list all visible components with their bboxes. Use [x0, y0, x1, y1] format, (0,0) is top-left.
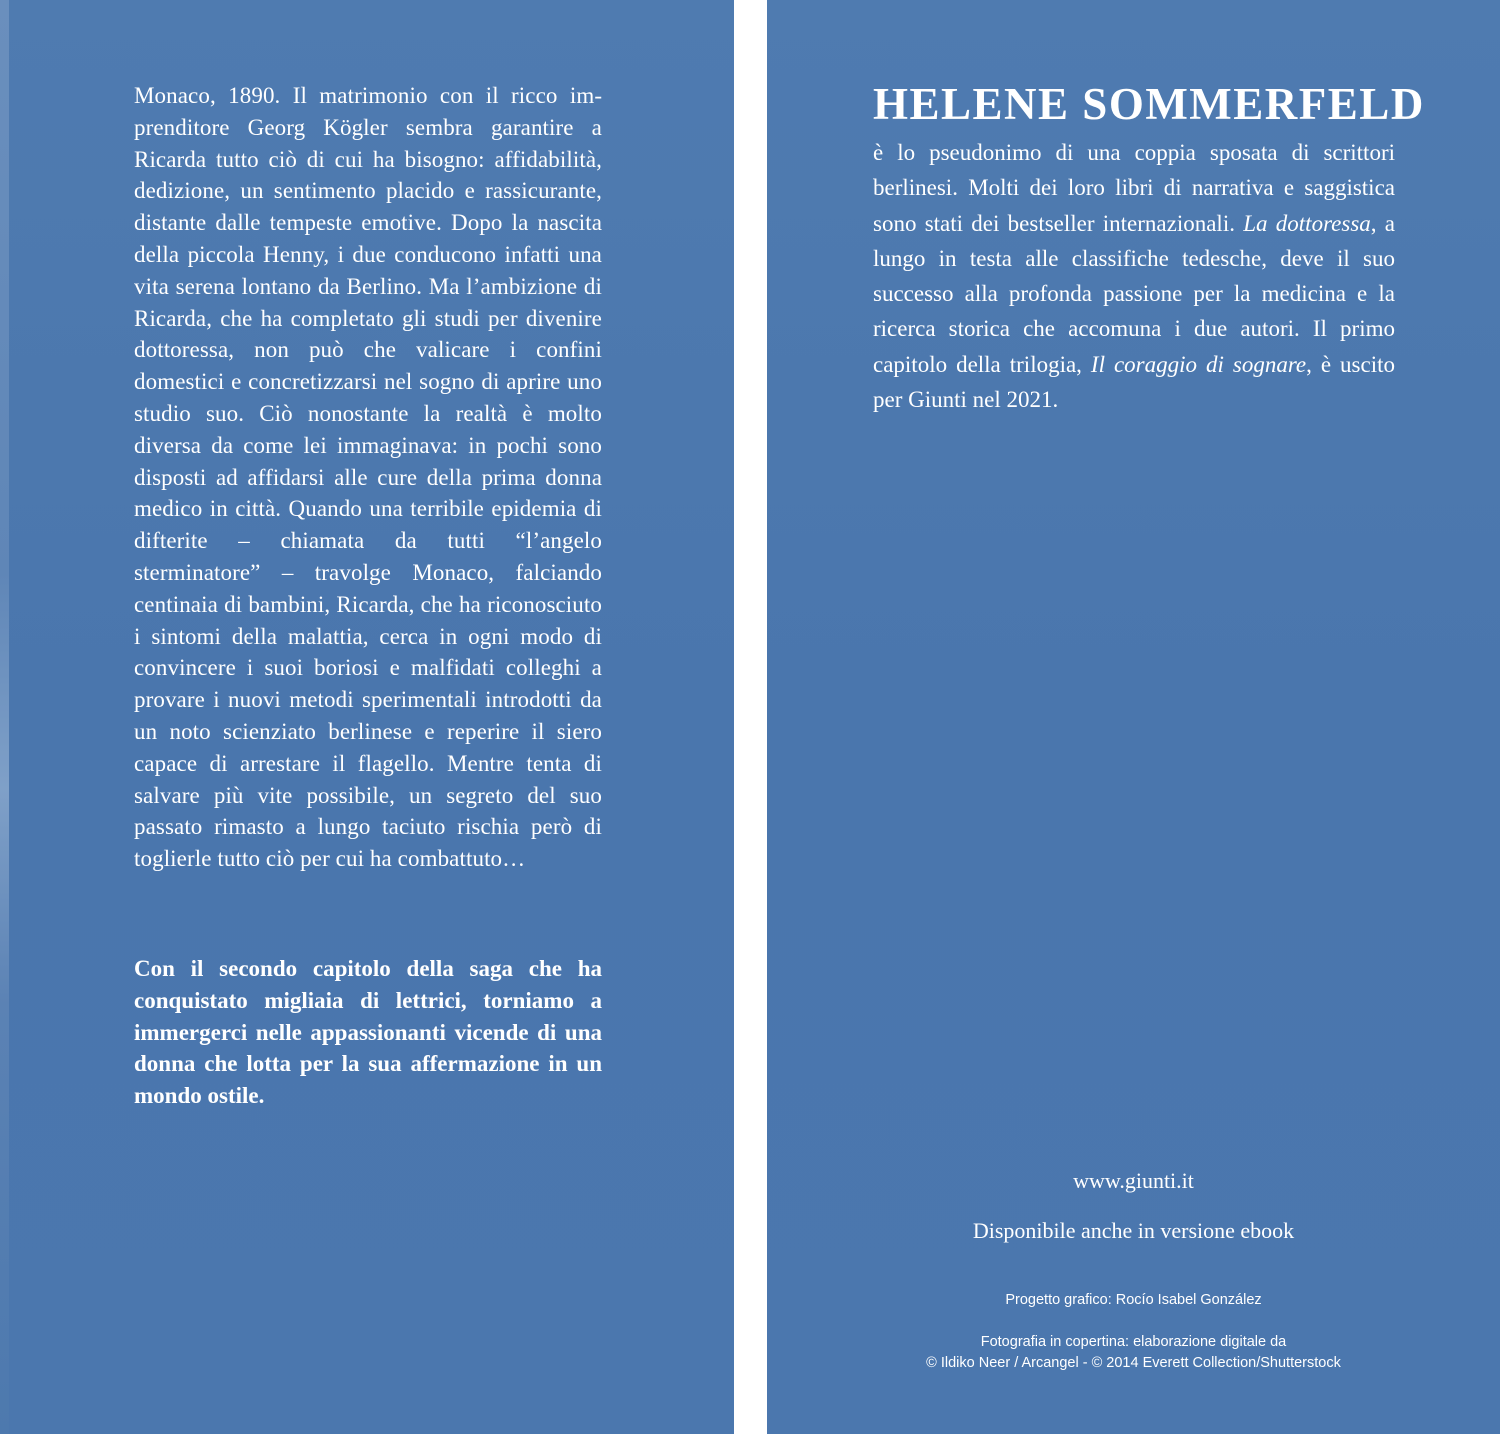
cover-edge-strip — [0, 0, 9, 1434]
book-title-la-dottoressa: La dottoressa — [1243, 210, 1371, 236]
back-flap — [0, 0, 734, 1434]
author-bio — [873, 135, 1395, 417]
bio-text-2: , a lungo in testa alle classifiche tedesche, deve il suo successo alla profonda passione per la medicina e la ricerca storica che accomuna i due autori. Il primo capitolo della trilogia, — [873, 210, 1395, 377]
ebook-availability-note: Disponibile anche in versione ebook — [972, 1218, 1295, 1243]
photo-credit-line-2: © Ildiko Neer / Arcangel - © 2014 Everett Collection/Shutterstock — [926, 1355, 1341, 1371]
photo-credit — [767, 1332, 1500, 1374]
book-title-il-coraggio-di-sognare: Il coraggio di sognare — [1090, 351, 1307, 377]
publisher-website: www.giunti.it — [1073, 1168, 1194, 1193]
design-credit: Progetto grafico: Rocío Isabel González — [1005, 1292, 1262, 1308]
photo-credit-line-1: Fotografia in copertina: elaborazione digitale da — [980, 1334, 1287, 1350]
bio-text-3: , è uscito per Giunti nel 2021. — [873, 351, 1395, 413]
bio-text-1: è lo pseudonimo di una coppia sposata di scrittori berlinesi. Molti dei loro libri di narrativa e saggistica sono stati dei bestseller internazionali. — [873, 140, 1395, 236]
author-name: HELENE SOMMERFELD — [873, 79, 1425, 129]
tagline-text: Con il secondo capitolo della saga che ha conquistato migliaia di lettrici, torniamo a immergerci nelle appassionanti vicende di una donna che lotta per la sua affermazione in un mondo ostile. — [134, 956, 602, 1109]
synopsis-text: Monaco, 1890. Il matrimonio con il ricco imprenditore Georg Kögler sembra garantire a Ricarda tutto ciò di cui ha bisogno: affidabilità, dedizione, un sentimento placido e rassicurante, distante dalle tempeste emotive. Dopo la nascita della piccola Henny, i due conducono infatti una vita serena lontano da Berlino. Ma l’ambizione di Ricarda, che ha completato gli studi per divenire dottoressa, non può che valicare i confini domestici e concretizzarsi nel sogno di aprire uno studio suo. Ciò nonostante la realtà è molto diversa da come lei immaginava: in pochi sono disposti ad affidarsi alle cure della prima donna medico in città. Quando una terribile epidemia di difterite – chiamata da tutti “l’angelo sterminatore” – travolge Monaco, falciando centinaia di bambini, Ricarda, che ha riconosciuto i sintomi della malattia, cerca in ogni modo di convincere i suoi boriosi e malfidati colleghi a provare i nuovi metodi sperimentali introdotti da un noto scienziato berlinese e reperire il siero capace di arrestare il flagello. Mentre tenta di salvare più vite possibile, un segreto del suo passato rimasto a lungo taciuto rischia però di toglierle tutto ciò per cui ha combattuto… — [134, 83, 602, 872]
